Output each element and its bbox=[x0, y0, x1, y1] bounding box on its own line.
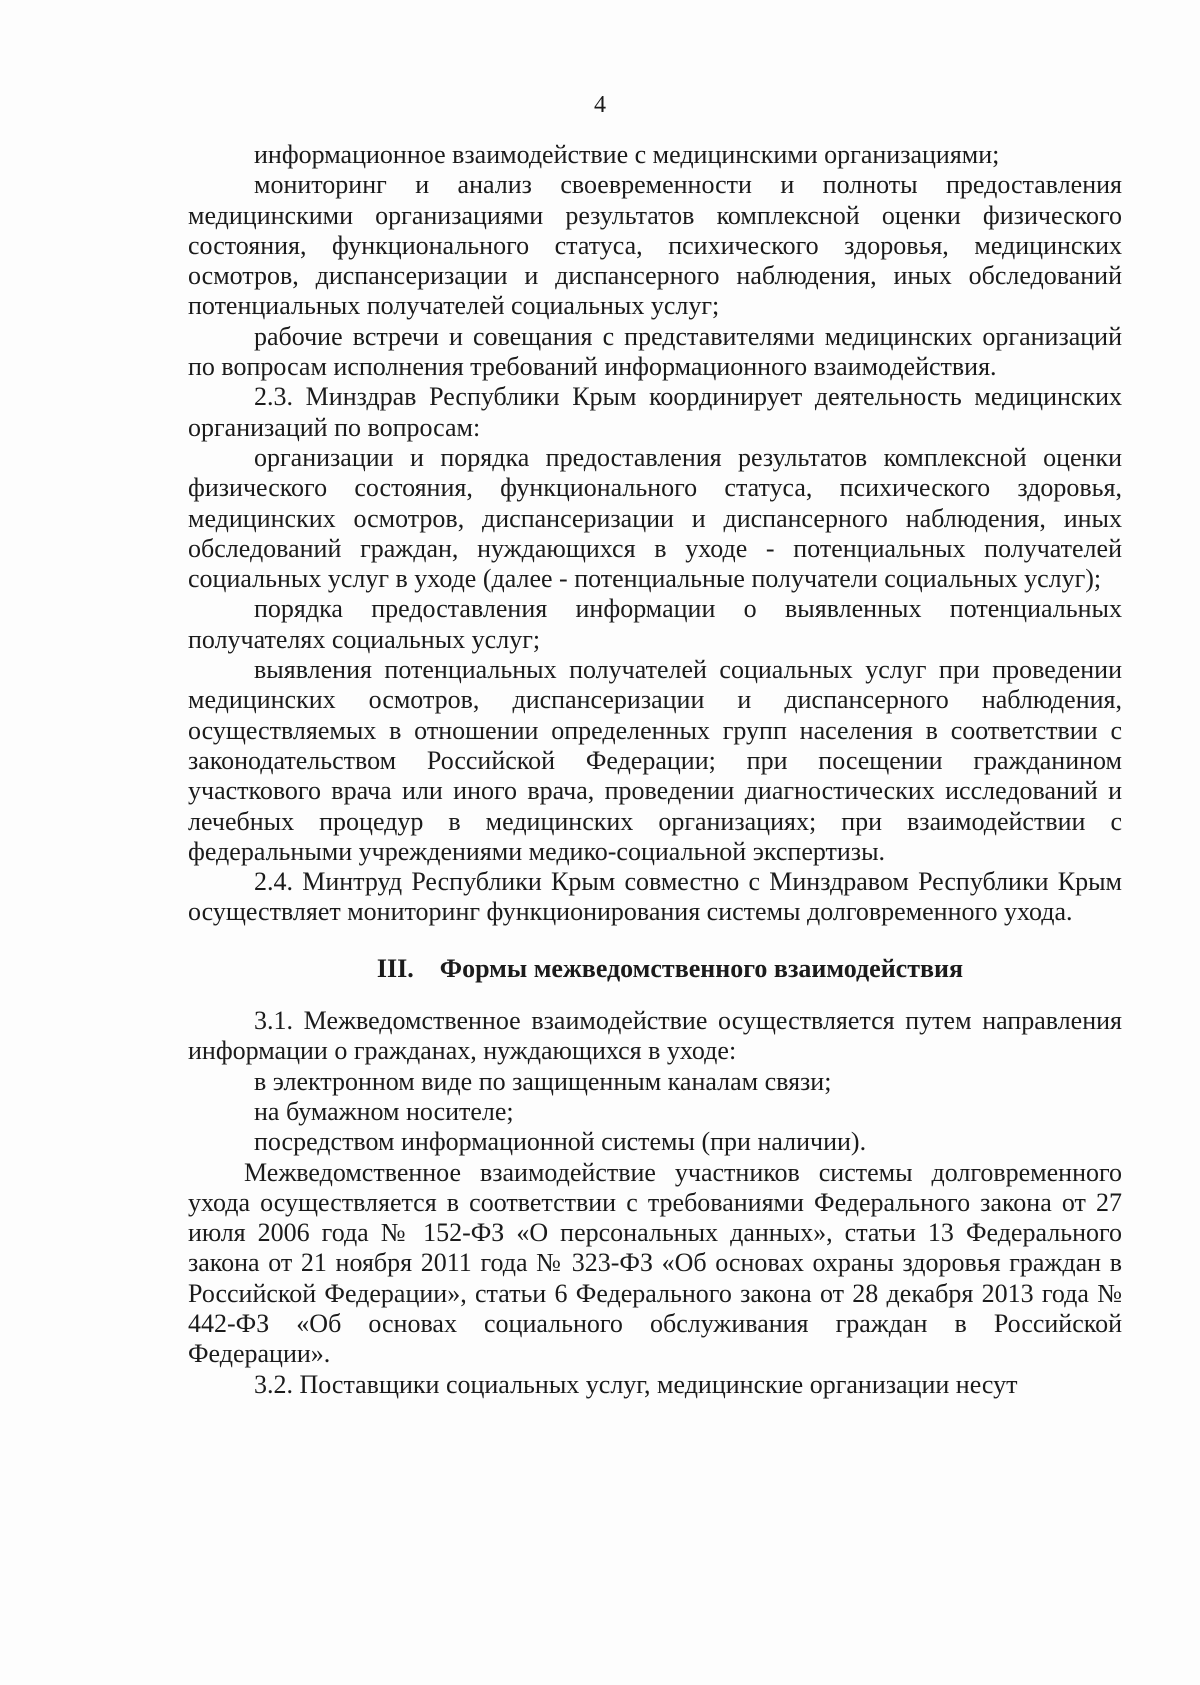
paragraph: информационное взаимодействие с медицинскими организациями; bbox=[254, 140, 1000, 169]
paragraph: порядка предоставления информации о выявленных потенциальных получателях социальных услуг; bbox=[188, 594, 1122, 654]
list-item: посредством информационной системы (при наличии). bbox=[254, 1127, 867, 1157]
section-heading bbox=[188, 954, 1122, 984]
paragraph: организации и порядка предоставления результатов комплексной оценки физического состояния, функционального статуса, психического здоровья, медицинских осмотров, диспансеризации и диспансерного наблюдения, иных обследований граждан, нуждающихся в уходе - потенциальных получателей социальных услуг в уходе (далее - потенциальные получатели социальных услуг); bbox=[188, 442, 1122, 594]
paragraph: 2.4. Минтруд Республики Крым совместно с Минздравом Республики Крым осуществляет мониторинг функционирования системы долговременного ухода. bbox=[188, 867, 1122, 927]
list-item: на бумажном носителе; bbox=[254, 1096, 514, 1126]
paragraph: мониторинг и анализ своевременности и полноты предоставления медицинскими организациями результатов комплексной оценки физического состояния, функционального статуса, психического здоровья, медицинских осмотров, диспансеризации и диспансерного наблюдения, иных обследований потенциальных получателей социальных услуг; bbox=[188, 170, 1122, 321]
section-number: III. bbox=[376, 953, 414, 983]
paragraph: Межведомственное взаимодействие участников системы долговременного ухода осуществляется в соответствии с требованиями Федерального закона от 27 июля 2006 года № 152-ФЗ «О персональных данных», статьи 13 Федерального закона от 21 ноября 2011 года № 323-ФЗ «Об основах охраны здоровья граждан в Российской Федерации», статьи 6 Федерального закона от 28 декабря 2013 года № 442-ФЗ «Об основах социального обслуживания граждан в Российской Федерации». bbox=[188, 1157, 1122, 1369]
list-item: в электронном виде по защищенным каналам связи; bbox=[254, 1066, 832, 1096]
section-title: Формы межведомственного взаимодействия bbox=[439, 953, 964, 983]
paragraph: 3.2. Поставщики социальных услуг, медицинские организации несут bbox=[254, 1369, 1018, 1399]
document-body bbox=[188, 140, 1122, 1400]
paragraph: выявления потенциальных получателей социальных услуг при проведении медицинских осмотров, диспансеризации и диспансерного наблюдения, осуществляемых в отношении определенных групп населения в соответствии с законодательством Российской Федерации; при посещении гражданином участкового врача или иного врача, проведении диагностических исследований и лечебных процедур в медицинских организациях; при взаимодействии с федеральными учреждениями медико-социальной экспертизы. bbox=[188, 655, 1122, 866]
paragraph: рабочие встречи и совещания с представителями медицинских организаций по вопросам исполнения требований информационного взаимодействия. bbox=[188, 321, 1122, 382]
page-number: 4 bbox=[594, 92, 606, 118]
paragraph: 2.3. Минздрав Республики Крым координирует деятельность медицинских организаций по вопросам: bbox=[188, 382, 1122, 442]
paragraph: 3.1. Межведомственное взаимодействие осуществляется путем направления информации о гражданах, нуждающихся в уходе: bbox=[188, 1006, 1122, 1066]
